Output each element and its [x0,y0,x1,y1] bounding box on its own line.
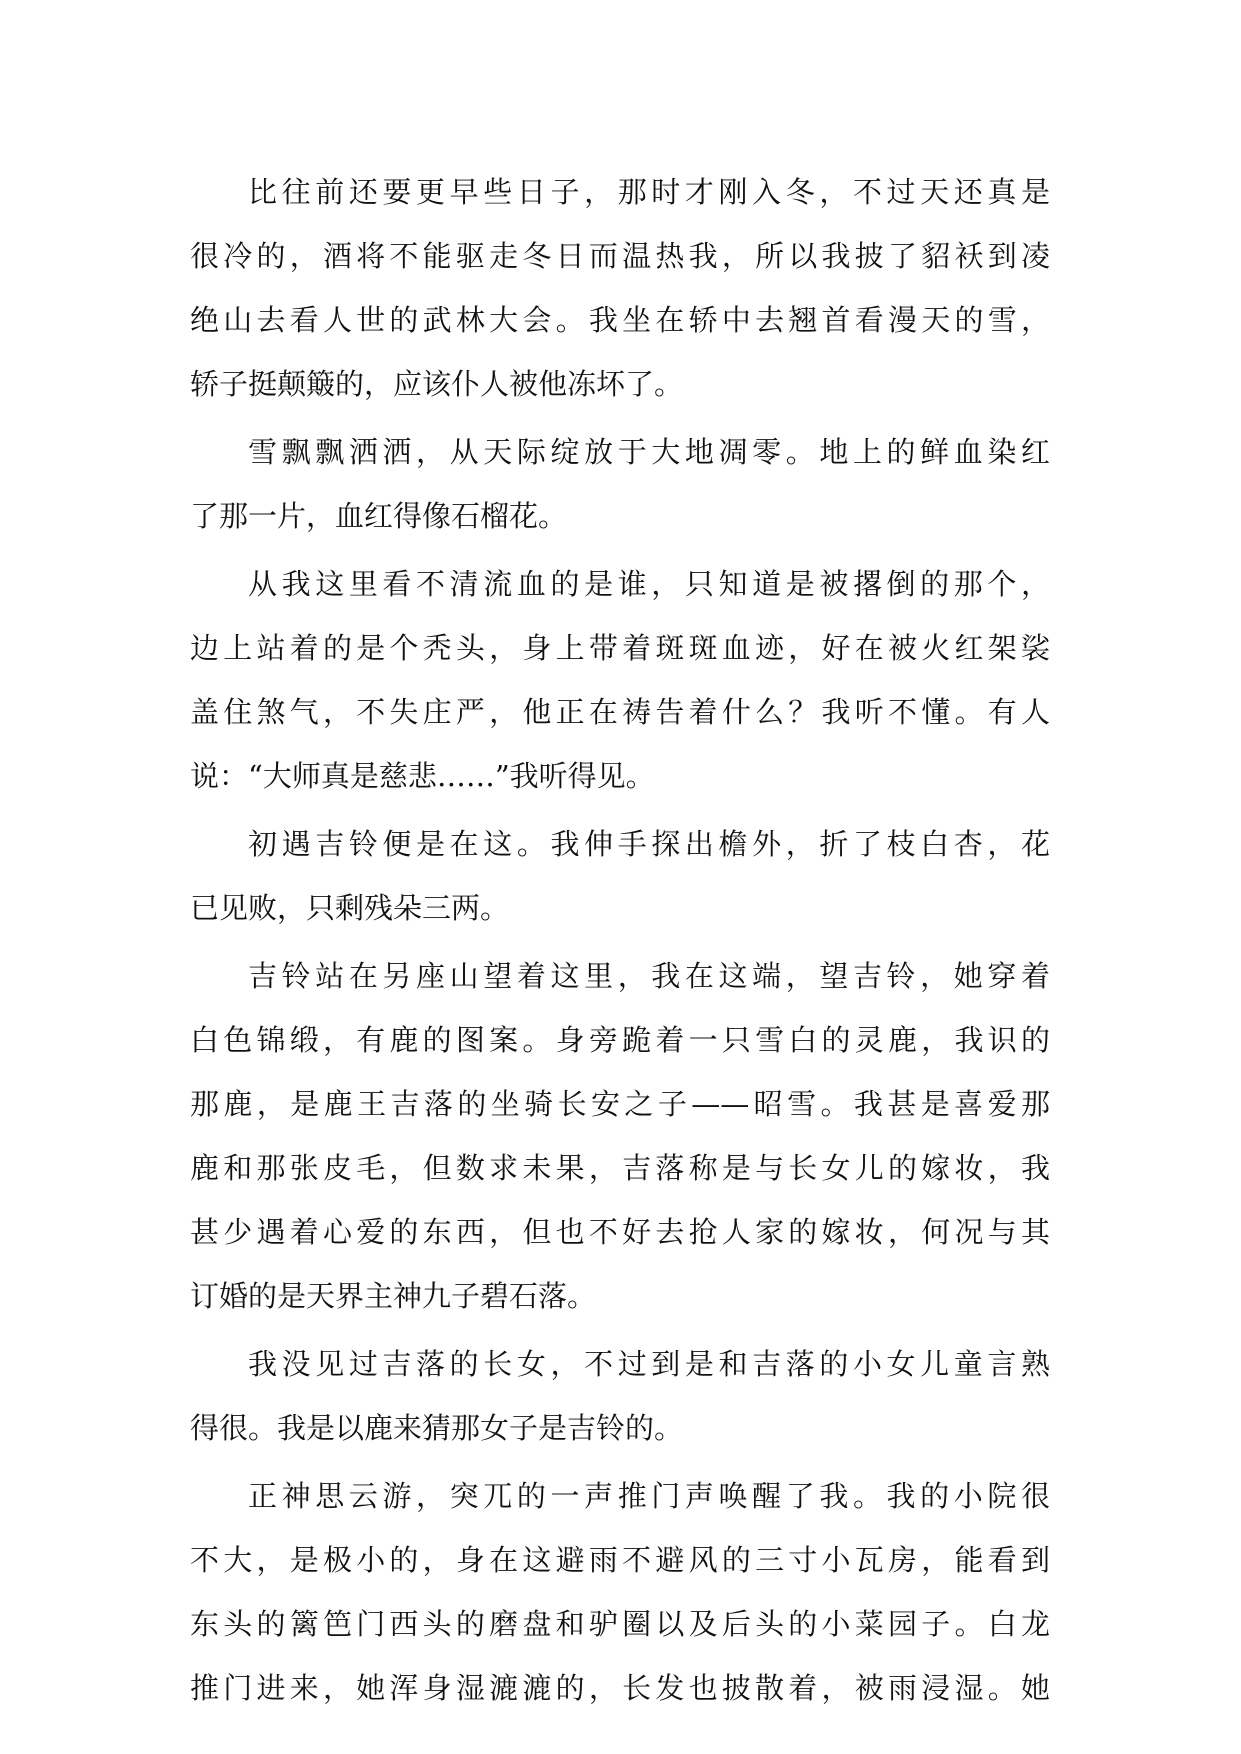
text-line: 正神思云游，突兀的一声推门声唤醒了我。我的小院很 [248,1479,1050,1513]
text-line: 初遇吉铃便是在这。我伸手探出檐外，折了枝白杏，花 [248,827,1050,861]
text-line: 轿子挺颠簸的，应该仆人被他冻坏了。 [190,367,684,401]
paragraph [190,944,1050,1328]
text-line: 雪飘飘洒洒，从天际绽放于大地凋零。地上的鲜血染红 [248,435,1050,469]
text-line: 得很。我是以鹿来猜那女子是吉铃的。 [190,1411,684,1445]
paragraph [190,1464,1050,1720]
text-line: 比往前还要更早些日子，那时才刚入冬，不过天还真是 [248,175,1050,209]
text-line: 不大，是极小的，身在这避雨不避风的三寸小瓦房，能看到 [190,1543,1050,1577]
text-line: 那鹿，是鹿王吉落的坐骑长安之子——昭雪。我甚是喜爱那 [190,1087,1050,1121]
paragraph [190,812,1050,940]
text-line: 盖住煞气，不失庄严，他正在祷告着什么？我听不懂。有人 [190,695,1050,729]
paragraph [190,420,1050,548]
text-line: 甚少遇着心爱的东西，但也不好去抢人家的嫁妆，何况与其 [190,1215,1050,1249]
text-line: 吉铃站在另座山望着这里，我在这端，望吉铃，她穿着 [248,959,1050,993]
text-line: 鹿和那张皮毛，但数求未果，吉落称是与长女儿的嫁妆，我 [190,1151,1050,1185]
text-line: 了那一片，血红得像石榴花。 [190,499,568,533]
paragraph [190,1332,1050,1460]
text-line: 说：“大师真是慈悲……”我听得见。 [190,759,655,793]
paragraph [190,552,1050,808]
text-line: 推门进来，她浑身湿漉漉的，长发也披散着，被雨浸湿。她 [190,1671,1050,1705]
text-line: 已见败，只剩残朵三两。 [190,891,510,925]
text-line: 白色锦缎，有鹿的图案。身旁跪着一只雪白的灵鹿，我识的 [190,1023,1050,1057]
text-line: 我没见过吉落的长女，不过到是和吉落的小女儿童言熟 [248,1347,1050,1381]
paragraph [190,160,1050,416]
text-line: 订婚的是天界主神九子碧石落。 [190,1279,597,1313]
document-body [190,160,1050,1724]
text-line: 绝山去看人世的武林大会。我坐在轿中去翘首看漫天的雪， [190,303,1050,337]
text-line: 从我这里看不清流血的是谁，只知道是被撂倒的那个， [248,567,1050,601]
text-line: 东头的篱笆门西头的磨盘和驴圈以及后头的小菜园子。白龙 [190,1607,1050,1641]
text-line: 很冷的，酒将不能驱走冬日而温热我，所以我披了貂袄到凌 [190,239,1050,273]
text-line: 边上站着的是个秃头，身上带着斑斑血迹，好在被火红架裟 [190,631,1050,665]
